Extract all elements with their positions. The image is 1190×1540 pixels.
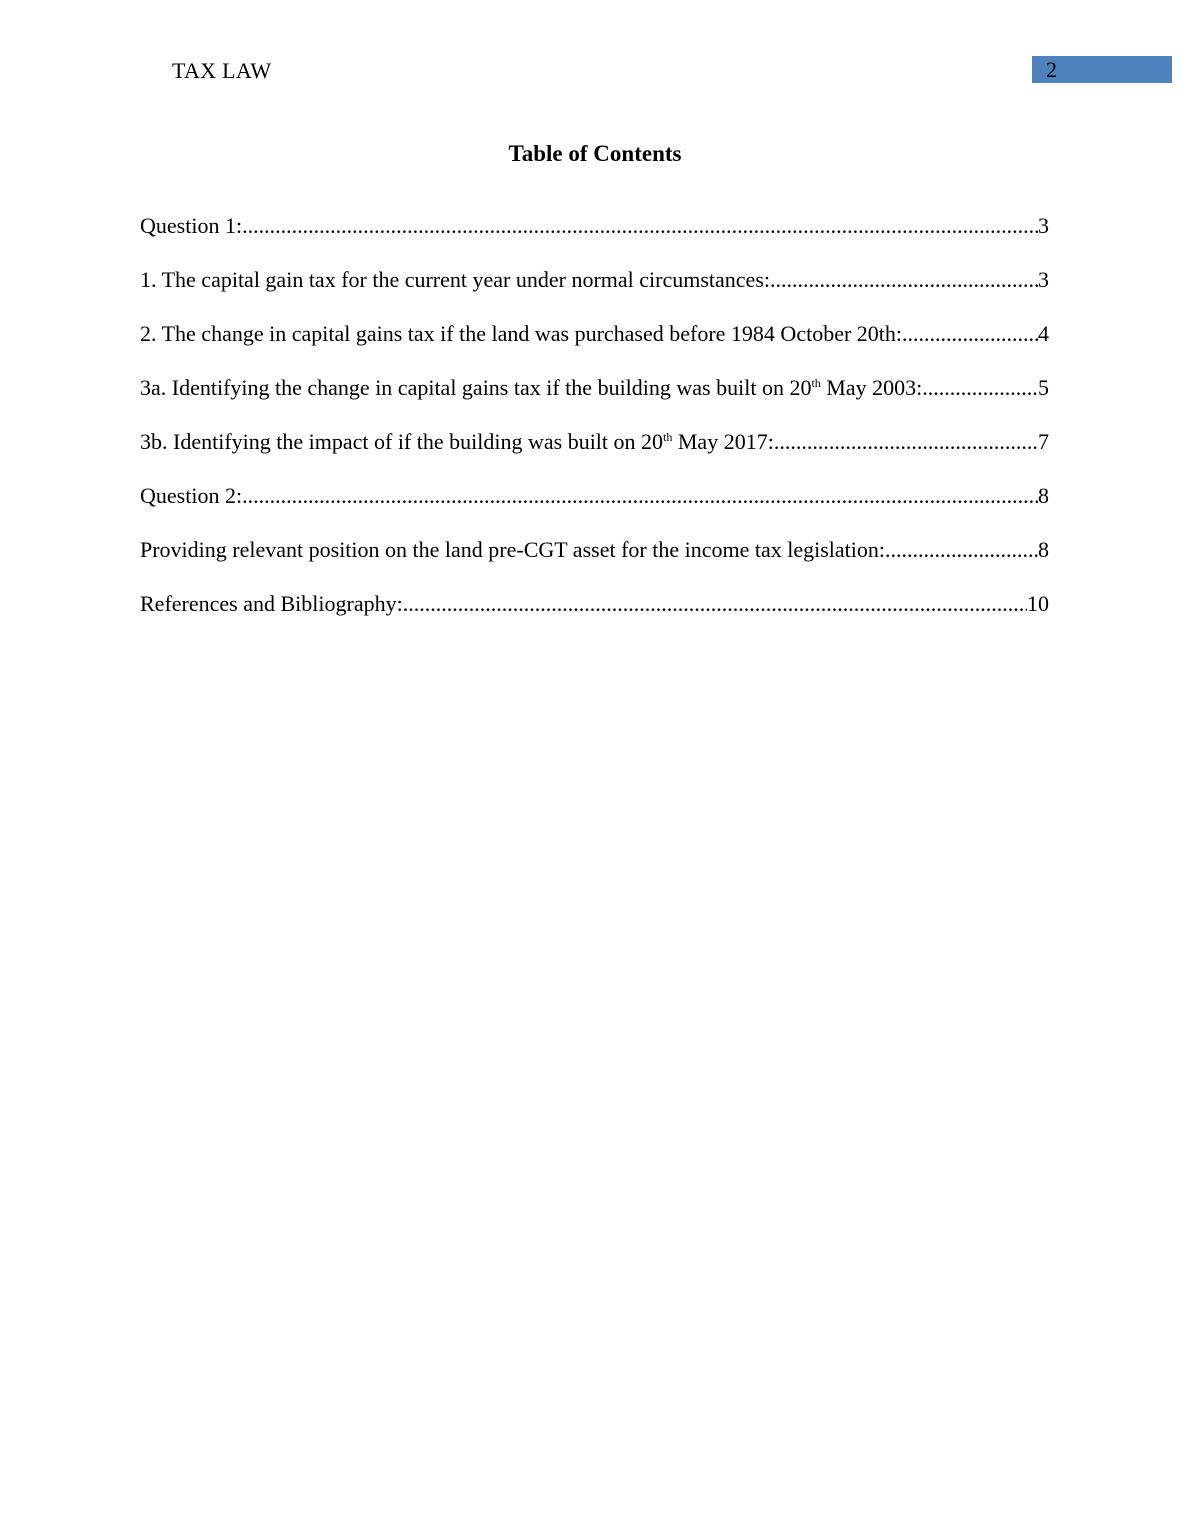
toc-entry-page: 10 <box>1027 591 1049 616</box>
toc-heading: Table of Contents <box>508 141 682 166</box>
toc-dot-leader <box>774 427 1038 457</box>
toc-entry-page: 4 <box>1038 321 1049 346</box>
toc-entry-text-before: 3b. Identifying the impact of if the building was built on 20 <box>140 429 664 454</box>
toc-entry-pre-cgt-asset[interactable] <box>140 535 1049 589</box>
toc-entry-question-1[interactable] <box>140 211 1049 265</box>
toc-entry-references[interactable] <box>140 589 1049 643</box>
toc-entry-page: 3 <box>1038 267 1049 292</box>
toc-entry-text <box>140 427 774 457</box>
toc-dot-leader <box>885 535 1038 565</box>
toc-dot-leader <box>902 319 1038 349</box>
toc-entry-3a-building-2003[interactable] <box>140 373 1049 427</box>
page-number: 2 <box>1046 57 1057 82</box>
toc-dot-leader <box>403 589 1027 619</box>
toc-entry-text <box>140 373 922 403</box>
toc-entry-3b-building-2017[interactable] <box>140 427 1049 481</box>
toc-dot-leader <box>770 265 1038 295</box>
toc-entry-page: 8 <box>1038 537 1049 562</box>
running-header-title: TAX LAW <box>172 58 272 83</box>
toc-entry-text-before: 3a. Identifying the change in capital gains tax if the building was built on 20 <box>140 375 812 400</box>
toc-entry-text: Question 2: <box>140 483 243 508</box>
toc-dot-leader <box>242 481 1038 511</box>
toc-entry-page: 7 <box>1038 429 1049 454</box>
toc-entry-2-change-before-1984[interactable] <box>140 319 1049 373</box>
toc-entry-page: 8 <box>1038 483 1049 508</box>
toc-entry-superscript: th <box>663 430 673 444</box>
toc-dot-leader <box>922 373 1038 403</box>
toc-entry-superscript: th <box>811 376 821 390</box>
toc-entry-text: References and Bibliography: <box>140 591 403 616</box>
toc-entry-text: Question 1: <box>140 213 243 238</box>
toc-list <box>140 211 1049 643</box>
toc-entry-text-after: May 2017: <box>672 429 774 454</box>
page-number-badge <box>1032 56 1172 83</box>
toc-entry-text-after: May 2003: <box>820 375 923 400</box>
toc-entry-text: 1. The capital gain tax for the current year under normal circumstances: <box>140 267 770 292</box>
toc-entry-page: 3 <box>1038 213 1049 238</box>
toc-dot-leader <box>242 211 1038 241</box>
toc-entry-page: 5 <box>1038 375 1049 400</box>
toc-entry-1-capital-gain-tax[interactable] <box>140 265 1049 319</box>
toc-entry-text: Providing relevant position on the land pre-CGT asset for the income tax legislation: <box>140 537 885 562</box>
toc-entry-question-2[interactable] <box>140 481 1049 535</box>
toc-entry-text: 2. The change in capital gains tax if the land was purchased before 1984 October 20th: <box>140 321 903 346</box>
